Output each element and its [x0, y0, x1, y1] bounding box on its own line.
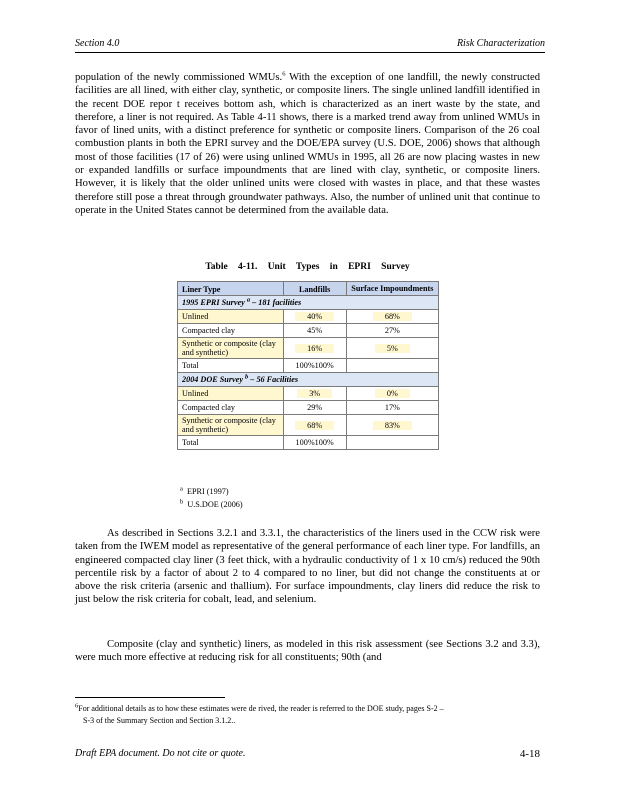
table-section-heading: 1995 EPRI Survey $^a$ – 181 facilities [178, 296, 439, 310]
col-header-liner-type: Liner Type [178, 282, 284, 296]
header-chapter-title: Risk Characterization [456, 38, 545, 49]
col-header-surface-impoundments: Surface Impoundments [346, 282, 438, 296]
table-row: Compacted clay 45% 27% [178, 324, 439, 338]
table-title: Table 4-11. Unit Types in EPRI Survey [205, 262, 410, 272]
table-row: Synthetic or composite (clay and synthetic) 68% 83% [178, 415, 439, 436]
liner-type-table [177, 281, 439, 450]
footnote-divider [75, 697, 225, 698]
footnote-ref[interactable]: 6 [282, 70, 286, 78]
table-row: Synthetic or composite (clay and synthetic) 16% 5% [178, 338, 439, 359]
header-section: Section 4.0 [75, 38, 120, 49]
body-paragraph-1: population of the newly commissioned WMUs.$^6$ With the exception of one landfill, the newly constructed facilities are all lined, with either clay, synthetic, or composite liners. The single unlined landfill identified in the recent DOE repor t receives bottom ash, which is characterized as an inert waste by the state, and therefore, a liner is not required. As Table 4-11 shows, there is a marked trend away from unlined WMUs in favor of lined units, with a distinct preference for synthetic or composite liners. Comparison of the 26 coal combustion plants in both the EPRI survey and the DOE/EPA survey (U.S. DOE, 2006) shows that although most of those facilities (17 of 26) were using unlined WMUs in 1995, all 26 are now placing wastes in new or expanded landfills or surface impoundments that are lined with clay, synthetic, or composite liners. However, it is likely that the older unlined units were closed with wastes in place, and that these wastes therefore still pose a threat through groundwater pathways. Also, the number of unlined unit that continue to operate in the United States cannot be determined from the available data. [75, 70, 540, 216]
table-row: Unlined 40% 68% [178, 310, 439, 324]
page-number: 4-18 [519, 748, 540, 760]
body-paragraph-3: Composite (clay and synthetic) liners, as modeled in this risk assessment (see Sections 3.2 and 3.3), were much more effective at reducing risk for all constituents; 90th (and [75, 639, 540, 664]
running-header [75, 38, 545, 53]
footnote: $^6$For additional details as to how these estimates were de rived, the reader is referred to the DOE study, pages S-2 – S-3 of the Summary Section and Section 3.1.2.. [75, 702, 444, 725]
table-note: $^b$ U.S.DOE (2006) [180, 497, 243, 509]
table-note: $^a$ EPRI (1997) [180, 485, 229, 496]
table-section-heading: 2004 DOE Survey $^b$ – 56 Facilities [178, 373, 439, 387]
table-row-total: Total 100%100% [178, 436, 439, 450]
table-row: Unlined 3% 0% [178, 387, 439, 401]
table-row-total: Total 100%100% [178, 359, 439, 373]
col-header-landfills: Landfills [283, 282, 346, 296]
table-row: Compacted clay 29% 17% [178, 401, 439, 415]
body-paragraph-2: As described in Sections 3.2.1 and 3.3.1, the characteristics of the liners used in the CCW risk were taken from the IWEM model as representative of the general performance of each liner type. For landfills, an engineered compacted clay liner (3 feet thick, with a hydraulic conductivity of 1 x 10 cm/s) reduced the 90th percentile risk by a factor of about 2 to 4 compared to no liner, but did not change the constituents at or above the risk criteria (arsenic and thallium). For surface impoundments, clay liners did reduce the risk to just below the risk criteria for cobalt, lead, and selenium. [75, 528, 540, 606]
table-header-row [178, 282, 439, 296]
table-notes [180, 486, 243, 511]
footer-disclaimer: Draft EPA document. Do not cite or quote. [75, 748, 246, 759]
footnote-mark: 6 [75, 702, 79, 710]
page-footer [75, 748, 540, 760]
